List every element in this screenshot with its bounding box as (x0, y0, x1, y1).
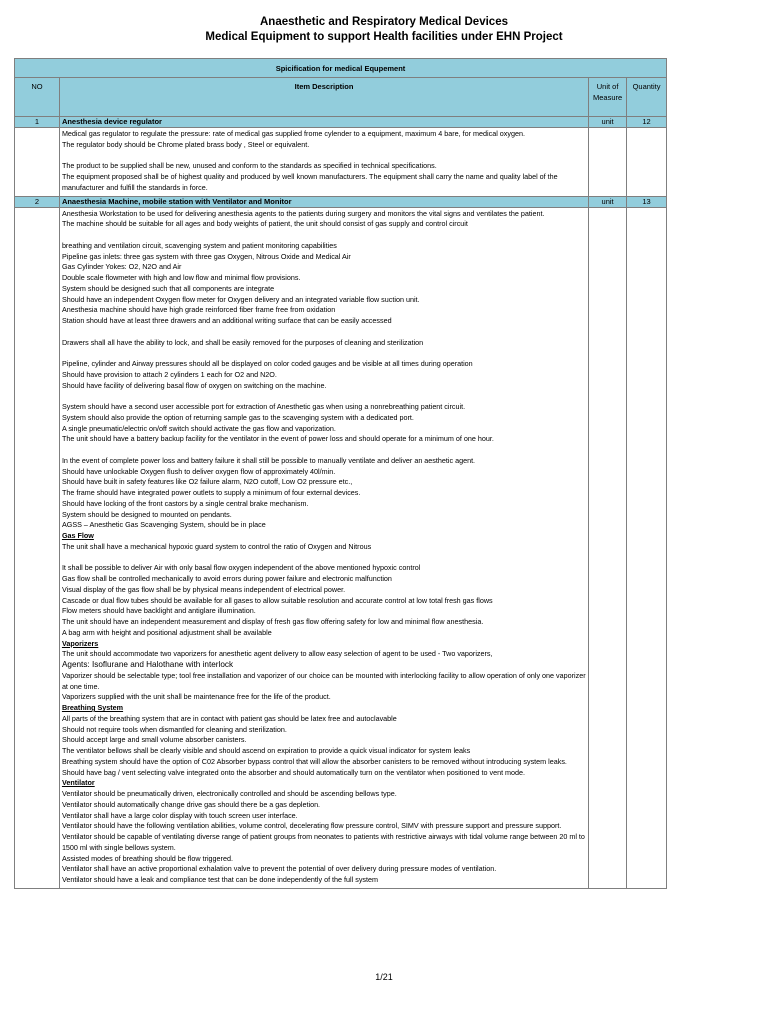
spec-table (14, 58, 667, 889)
description-line: All parts of the breathing system that are in contact with patient gas should be latex free and autoclavable (61, 713, 397, 723)
description-line: The machine should be suitable for all ages and body weights of patient, the unit should consist of gas supply and control circuit (61, 219, 468, 229)
description-line: The frame should have integrated power outlets to supply a minimum of four external devices. (61, 488, 361, 497)
col-desc-header: Item Description (60, 78, 589, 116)
section-heading: Gas Flow (61, 531, 94, 540)
description-line: Gas Cylinder Yokes: O2, N2O and Air (61, 262, 182, 272)
description-line: The equipment proposed shall be of highest quality and produced by well known manufacturers. The equipment shall carry the name and quality label of the manufacturer and fulfill the standards in force. (61, 172, 558, 192)
description-line: The unit shall have a mechanical hypoxic guard system to control the ratio of Oxygen and Nitrous (61, 541, 372, 551)
empty-cell (627, 208, 667, 888)
empty-cell (627, 128, 667, 196)
item-description (60, 128, 589, 196)
description-line: The product to be supplied shall be new, unused and conform to the standards as specified in technical specifications. (61, 161, 437, 171)
description-line: Ventilator should automatically change drive gas should there be a gas depletion. (61, 799, 321, 809)
item-name: Anesthesia device regulator (60, 117, 589, 127)
description-line: Should have unlockable Oxygen flush to deliver oxygen flow of approximately 40l/min. (61, 466, 336, 476)
description-line: A single pneumatic/electric on/off switch should activate the gas flow and vaporization. (61, 423, 336, 433)
description-line: It shall be possible to deliver Air with only basal flow oxygen independent of the above mentioned hypoxic control (61, 563, 421, 573)
page-number: 1/21 (375, 972, 393, 982)
description-line: Vaporizers supplied with the unit shall be maintenance free for the life of the product. (61, 692, 331, 702)
item-description (60, 208, 589, 888)
description-line: A bag arm with height and positional adjustment shall be available (61, 627, 272, 637)
item-number: 1 (15, 117, 60, 127)
description-line: Drawers shall all have the ability to lock, and shall be easily removed for the purposes of cleaning and sterilization (61, 337, 424, 347)
item-header-row (14, 117, 667, 128)
description-line: The unit should have an independent measurement and display of fresh gas flow offering safety for low and minimal flow anesthesia. (61, 617, 484, 626)
description-line: Anesthesia machine should have high grade reinforced fiber frame free from oxidation (61, 305, 336, 315)
description-line (62, 445, 586, 456)
description-line: Ventilator should be pneumatically driven, electronically controlled and should be ascending bellows type. (61, 789, 397, 798)
description-line: Ventilator should have a leak and compliance test that can be done independently of the full system (61, 875, 378, 884)
description-line (62, 230, 586, 241)
empty-cell (15, 128, 60, 196)
description-line: Should have bag / vent selecting valve integrated onto the absorber and should automatically turn on the ventilator when positioned to vent mode. (61, 767, 526, 777)
description-line: Should not require tools when dismantled for cleaning and sterilization. (61, 724, 287, 734)
document-subtitle: Medical Equipment to support Health facilities under EHN Project (205, 31, 563, 43)
document-title: Anaesthetic and Respiratory Medical Devices (260, 16, 508, 28)
description-line: Should have locking of the front castors by a single central brake mechanism. (61, 498, 309, 508)
description-line: Cascade or dual flow tubes should be available for all gases to allow suitable resolution and accurate control at low total fresh gas flows (61, 595, 493, 605)
description-line: System should be designed such that all components are integrate (61, 283, 275, 293)
description-line: Ventilator shall have a large color display with touch screen user interface. (61, 810, 298, 820)
description-line: The unit should accommodate two vaporizers for anesthetic agent delivery to allow easy selection of agent to be used - Two vaporizers, (61, 649, 493, 659)
description-line: Should accept large and small volume absorber canisters. (61, 735, 247, 745)
description-line: Agents: Isoflurane and Halothane with interlock (61, 660, 234, 669)
description-line: The unit should have a battery backup facility for the ventilator in the event of power loss and should operate for a minimum of one hour. (61, 434, 494, 444)
section-heading: Breathing System (61, 703, 124, 712)
empty-cell (15, 208, 60, 888)
description-line: Visual display of the gas flow shall be by physical means independent of electrical power. (61, 584, 346, 594)
item-description-row (14, 128, 667, 197)
description-line: Flow meters should have backlight and antiglare illumination. (61, 606, 256, 616)
item-quantity: 12 (627, 117, 667, 127)
description-line: AGSS – Anesthetic Gas Scavenging System, should be in place (61, 520, 266, 530)
description-line: Ventilator should have the following ventilation abilities, volume control, decelerating flow pressure control, SIMV with pressure support and pressure support. (61, 821, 562, 831)
item-unit: unit (589, 117, 627, 127)
description-line: Double scale flowmeter with high and low flow and minimal flow provisions. (61, 273, 301, 282)
section-heading: Vaporizers (61, 638, 99, 648)
description-line: System should have a second user accessible port for extraction of Anesthetic gas when using a nonrebreathing patient circuit. (61, 402, 466, 411)
description-line: The regulator body should be Chrome plated brass body , Steel or equivalent. (61, 139, 310, 149)
description-line: The ventilator bellows shall be clearly visible and should ascend on expiration to provide a quick visual indicator for system leaks (61, 746, 471, 755)
empty-cell (589, 208, 627, 888)
spec-heading: Spicification for medical Equpement (14, 58, 667, 78)
description-line: Pipeline gas inlets: three gas system with three gas Oxygen, Nitrous Oxide and Medical Air (61, 251, 351, 261)
description-line: Should have facility of delivering basal flow of oxygen on switching on the machine. (61, 380, 327, 390)
description-line: System should be designed to mounted on pendants. (61, 509, 232, 519)
description-line: Ventilator should be capable of ventilating diverse range of patient groups from neonates to patients with restrictive airways with tidal volume range between 20 ml to 1500 ml with single bellows system. (61, 832, 585, 852)
description-line: Gas flow shall be controlled mechanically to avoid errors during power failure and electronic malfunction (61, 574, 392, 583)
description-line: Should have provision to attach 2 cylinders 1 each for O2 and N2O. (61, 369, 277, 379)
description-line (62, 391, 586, 402)
description-line: In the event of complete power loss and battery failure it shall still be possible to manually ventilate and deliver an aesthetic agent. (61, 455, 476, 465)
item-description-row (14, 208, 667, 889)
item-number: 2 (15, 197, 60, 207)
description-line: Should have built in safety features like O2 failure alarm, N2O cutoff, Low O2 pressure etc., (61, 477, 353, 487)
description-line: Ventilator shall have an active proportional exhalation valve to prevent the potential of over delivery during pressure modes of ventilation. (61, 864, 497, 874)
item-quantity: 13 (627, 197, 667, 207)
description-line: Medical gas regulator to regulate the pressure: rate of medical gas supplied frome cylender to a equipment, maximum 4 bare, for medical oxygen. (61, 129, 525, 138)
item-name: Anaesthesia Machine, mobile station with Ventilator and Monitor (60, 197, 589, 207)
description-line: Assisted modes of breathing should be flow triggered. (61, 853, 233, 863)
items-container (14, 117, 667, 889)
description-line: Vaporizer should be selectable type; tool free installation and vaporizer of our choice can be mounted with interlocking facility to allow operation of only one vaporizer at one time. (61, 670, 586, 691)
col-qty-header: Quantity (627, 78, 667, 116)
item-header-row (14, 197, 667, 208)
description-line: Pipeline, cylinder and Airway pressures should all be displayed on color coded gauges and be visible at all times during operation (61, 359, 473, 368)
description-line (62, 151, 586, 162)
section-heading: Ventilator (61, 778, 95, 788)
description-line (62, 327, 586, 338)
description-line (62, 348, 586, 359)
item-unit: unit (589, 197, 627, 207)
description-line: System should also provide the option of returning sample gas to the scavenging system with a dedicated port. (61, 412, 414, 422)
col-unit-header: Unit of Measure (589, 78, 627, 116)
description-line: Breathing system should have the option of C02 Absorber bypass control that will allow the absorber canisters to be removed without introducing system leaks. (61, 756, 567, 766)
col-no-header: NO (15, 78, 60, 116)
empty-cell (589, 128, 627, 196)
description-line: breathing and ventilation circuit, scavenging system and patient monitoring capabilities (61, 240, 337, 250)
description-line (62, 553, 586, 564)
description-line: Should have an independent Oxygen flow meter for Oxygen delivery and an integrated variable flow suction unit. (61, 294, 420, 304)
description-line: Anesthesia Workstation to be used for delivering anesthesia agents to the patients during surgery and monitors the vital signs and ventilates the patient. (61, 208, 545, 218)
description-line: Station should have at least three drawers and an additional writing surface that can be easily accessed (61, 316, 392, 325)
column-header-row (14, 78, 667, 117)
